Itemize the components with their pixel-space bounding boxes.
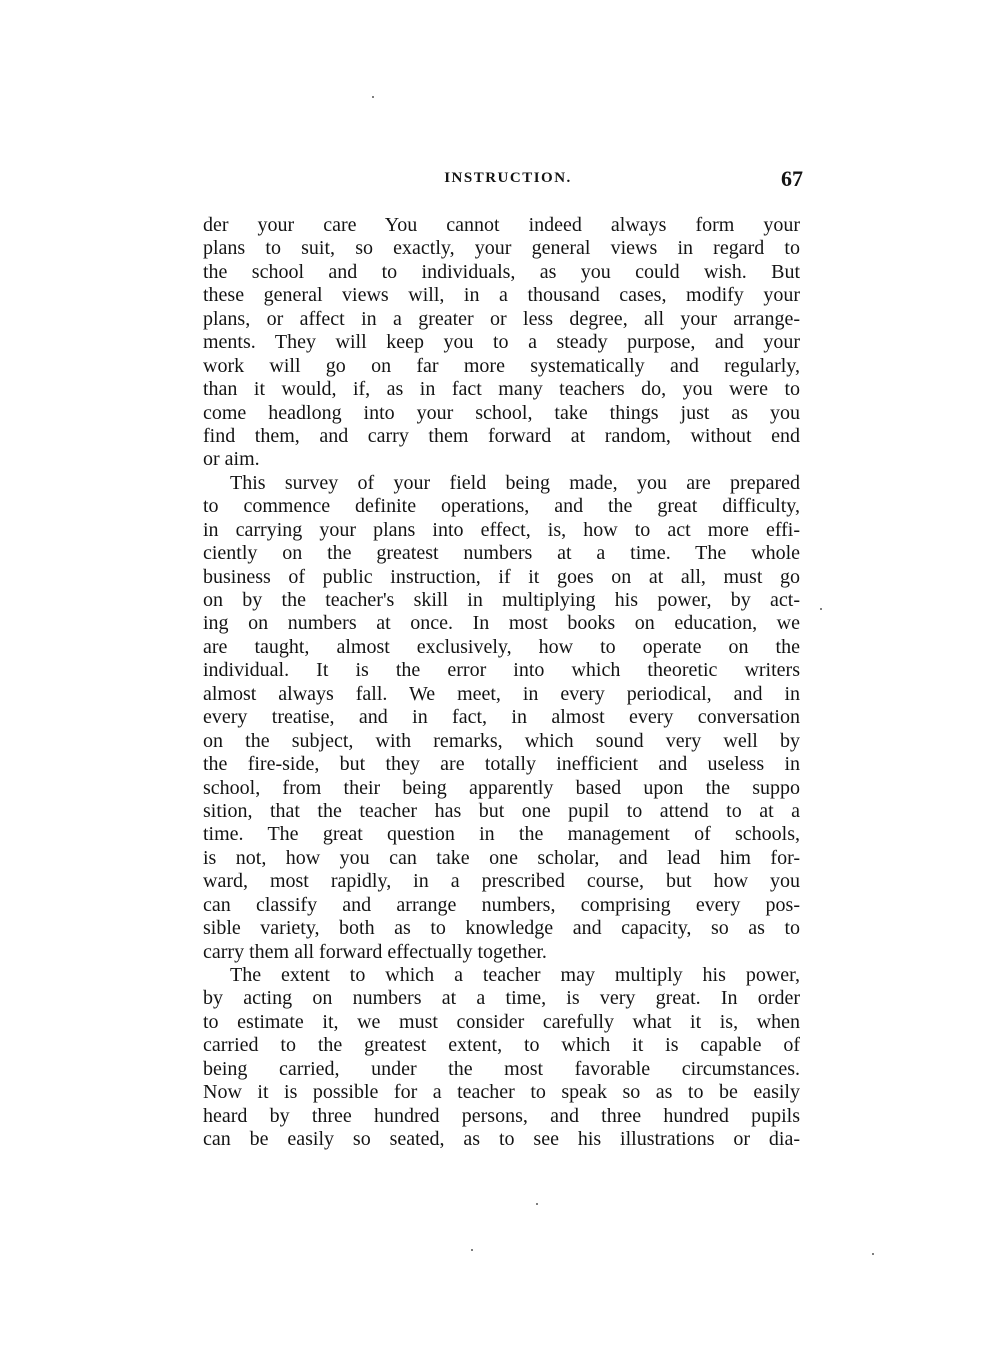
text-line: by acting on numbers at a time, is very great. In order [203,987,800,1010]
text-line: ward, most rapidly, in a prescribed course, but how you [203,870,800,893]
text-line: Now it is possible for a teacher to speak so as to be easily [203,1081,800,1104]
text-line: being carried, under the most favorable circumstances. [203,1057,800,1080]
running-head [203,166,803,196]
text-line: come headlong into your school, take things just as you [203,401,800,424]
text-line: every treatise, and in fact, in almost every conversation [203,706,800,729]
text-line: ments. They will keep you to a steady purpose, and your [203,331,800,354]
text-line: work will go on far more systematically and regularly, [203,354,800,377]
text-line: ciently on the greatest numbers at a time. The whole [203,542,800,565]
text-line: sition, that the teacher has but one pupil to attend to at a [203,799,800,822]
text-line: plans, or affect in a greater or less degree, all your arrange- [203,307,800,330]
text-line: on by the teacher's skill in multiplying his power, by act- [203,589,800,611]
text-line: heard by three hundred persons, and three hundred pupils [203,1104,800,1127]
text-line: find them, and carry them forward at random, without end [203,424,800,447]
text-line: ing on numbers at once. In most books on education, we [203,612,800,635]
text-line: the fire-side, but they are totally inefficient and useless in [203,753,800,776]
text-line: or aim. [203,448,260,471]
text-line: sible variety, both as to knowledge and capacity, so as to [203,917,800,940]
text-line: are taught, almost exclusively, how to operate on the [203,635,800,658]
text-line: business of public instruction, if it goes on at all, must go [203,565,800,588]
text-line: can classify and arrange numbers, comprising every pos- [203,893,800,916]
text-line: in carrying your plans into effect, is, how to act more effi- [203,518,800,541]
text-line: the school and to individuals, as you could wish. But [203,260,800,283]
text-line: to commence definite operations, and the great difficulty, [203,495,800,518]
text-line: plans to suit, so exactly, your general views in regard to [203,237,800,260]
running-title: INSTRUCTION. [444,170,572,186]
scan-speck [820,608,822,610]
page-number: 67 [781,166,803,191]
text-line: almost always fall. We meet, in every periodical, and in [203,682,800,705]
scan-speck [872,1253,874,1255]
text-line: carried to the greatest extent, to which it is capable of [203,1034,800,1057]
body-text [203,214,800,1152]
text-line: der your care You cannot indeed always form your [203,214,800,236]
text-line: than it would, if, as in fact many teachers do, you were to [203,378,800,401]
text-line: can be easily so seated, as to see his illustrations or dia- [203,1128,800,1151]
text-line: carry them all forward effectually together. [203,940,547,963]
text-line: is not, how you can take one scholar, and lead him for- [203,846,800,869]
text-line: school, from their being apparently based upon the suppo [203,776,800,799]
paragraph-start-line: The extent to which a teacher may multiply his power, [230,964,800,986]
text-line: on the subject, with remarks, which sound very well by [203,729,800,752]
text-line: individual. It is the error into which theoretic writers [203,659,800,682]
text-line: these general views will, in a thousand cases, modify your [203,284,800,307]
text-line: to estimate it, we must consider carefully what it is, when [203,1010,800,1033]
scan-speck [471,1249,473,1251]
text-line: time. The great question in the management of schools, [203,823,800,846]
paragraph-start-line: This survey of your field being made, you are prepared [230,471,800,494]
scan-speck [372,96,374,98]
scan-speck [536,1203,538,1205]
